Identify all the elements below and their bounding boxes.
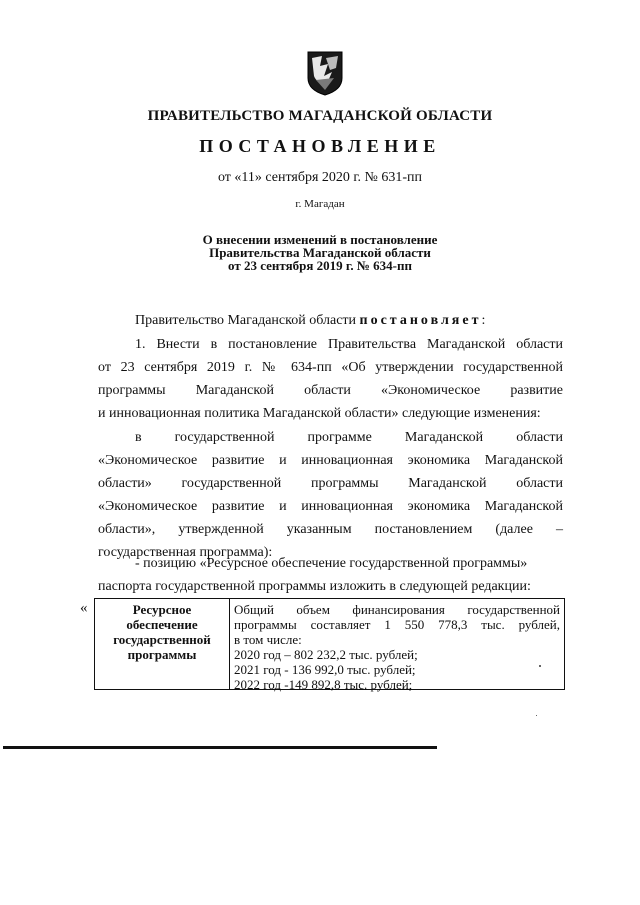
organization-title: ПРАВИТЕЛЬСТВО МАГАДАНСКОЙ ОБЛАСТИ [147,108,493,124]
bottom-rule [3,746,437,749]
left-cell-line: программы [127,647,197,662]
par3-text: паспорта государственной программы изложить в следующей редакции: [98,579,531,594]
document-type-title: ПОСТАНОВЛЕНИЕ [199,136,441,156]
right-cell-line: в том числе: [234,632,302,647]
scan-speck [536,715,537,716]
intro-suffix: : [481,313,486,328]
subject-line: от 23 сентября 2019 г. № 634-пп [228,258,412,273]
par2-line [98,476,563,492]
document-date-number: от «11» сентября 2020 г. № 631-пп [217,170,423,185]
item1-line [135,337,563,353]
document-subject [0,233,640,272]
intro-paragraph [135,313,485,329]
right-cell-line: 2022 год -149 892,8 тыс. рублей; [234,677,413,692]
right-cell-line [234,602,560,617]
item1-text: программы Магаданской области «Экономическое развитие [98,383,563,398]
left-cell-line: обеспечение [126,617,198,632]
opening-quote-mark: « [80,600,88,616]
par2-line [98,522,563,538]
subject-line: О внесении изменений в постановление [202,232,438,247]
par2-text: «Экономическое развитие и инновационная экономика Магаданской [98,453,563,468]
intro-resolves-word: постановляет [359,313,482,328]
table-left-cell [95,602,229,662]
par3-line [98,579,531,595]
coat-of-arms-emblem [306,50,344,96]
right-cell-line: 2021 год - 136 992,0 тыс. рублей; [234,662,416,677]
par2-line [98,499,563,515]
item1-line [98,383,563,399]
par2-line [135,430,563,446]
par2-line [98,453,563,469]
item1-text: от 23 сентября 2019 г. № 634-пп «Об утверждении государственной [98,360,563,375]
par3-text: - позицию «Ресурсное обеспечение государственной программы» [135,556,528,571]
subject-line: Правительства Магаданской области [209,245,431,260]
right-cell-line: 2020 год – 802 232,2 тыс. рублей; [234,647,418,662]
table-column-divider [229,599,230,689]
scan-speck [539,665,541,667]
par3-line [135,556,563,572]
item1-text: и инновационная политика Магаданской области» следующие изменения: [98,406,541,421]
item1-text: 1. Внести в постановление Правительства Магаданской области [135,337,563,352]
right-cell-text: программы составляет 1 550 778,3 тыс. рублей, [234,617,560,632]
item1-line [98,360,563,376]
par2-text: «Экономическое развитие и инновационная экономика Магаданской [98,499,563,514]
left-cell-line: государственной [113,632,211,647]
right-cell-line [234,617,560,632]
left-cell-line: Ресурсное [132,602,192,617]
item1-line [98,406,541,422]
right-cell-text: Общий объем финансирования государственной [234,602,560,617]
par2-text: государственная программа): [98,545,273,560]
par2-text: в государственной программе Магаданской области [135,430,563,445]
par2-text: области», утвержденной указанным постановлением (далее – [98,522,563,537]
resources-table [94,598,565,690]
par2-text: области» государственной программы Магаданской области [98,476,563,491]
table-right-cell [234,602,560,692]
intro-prefix: Правительство Магаданской области [135,313,360,328]
document-city: г. Магадан [295,198,345,210]
